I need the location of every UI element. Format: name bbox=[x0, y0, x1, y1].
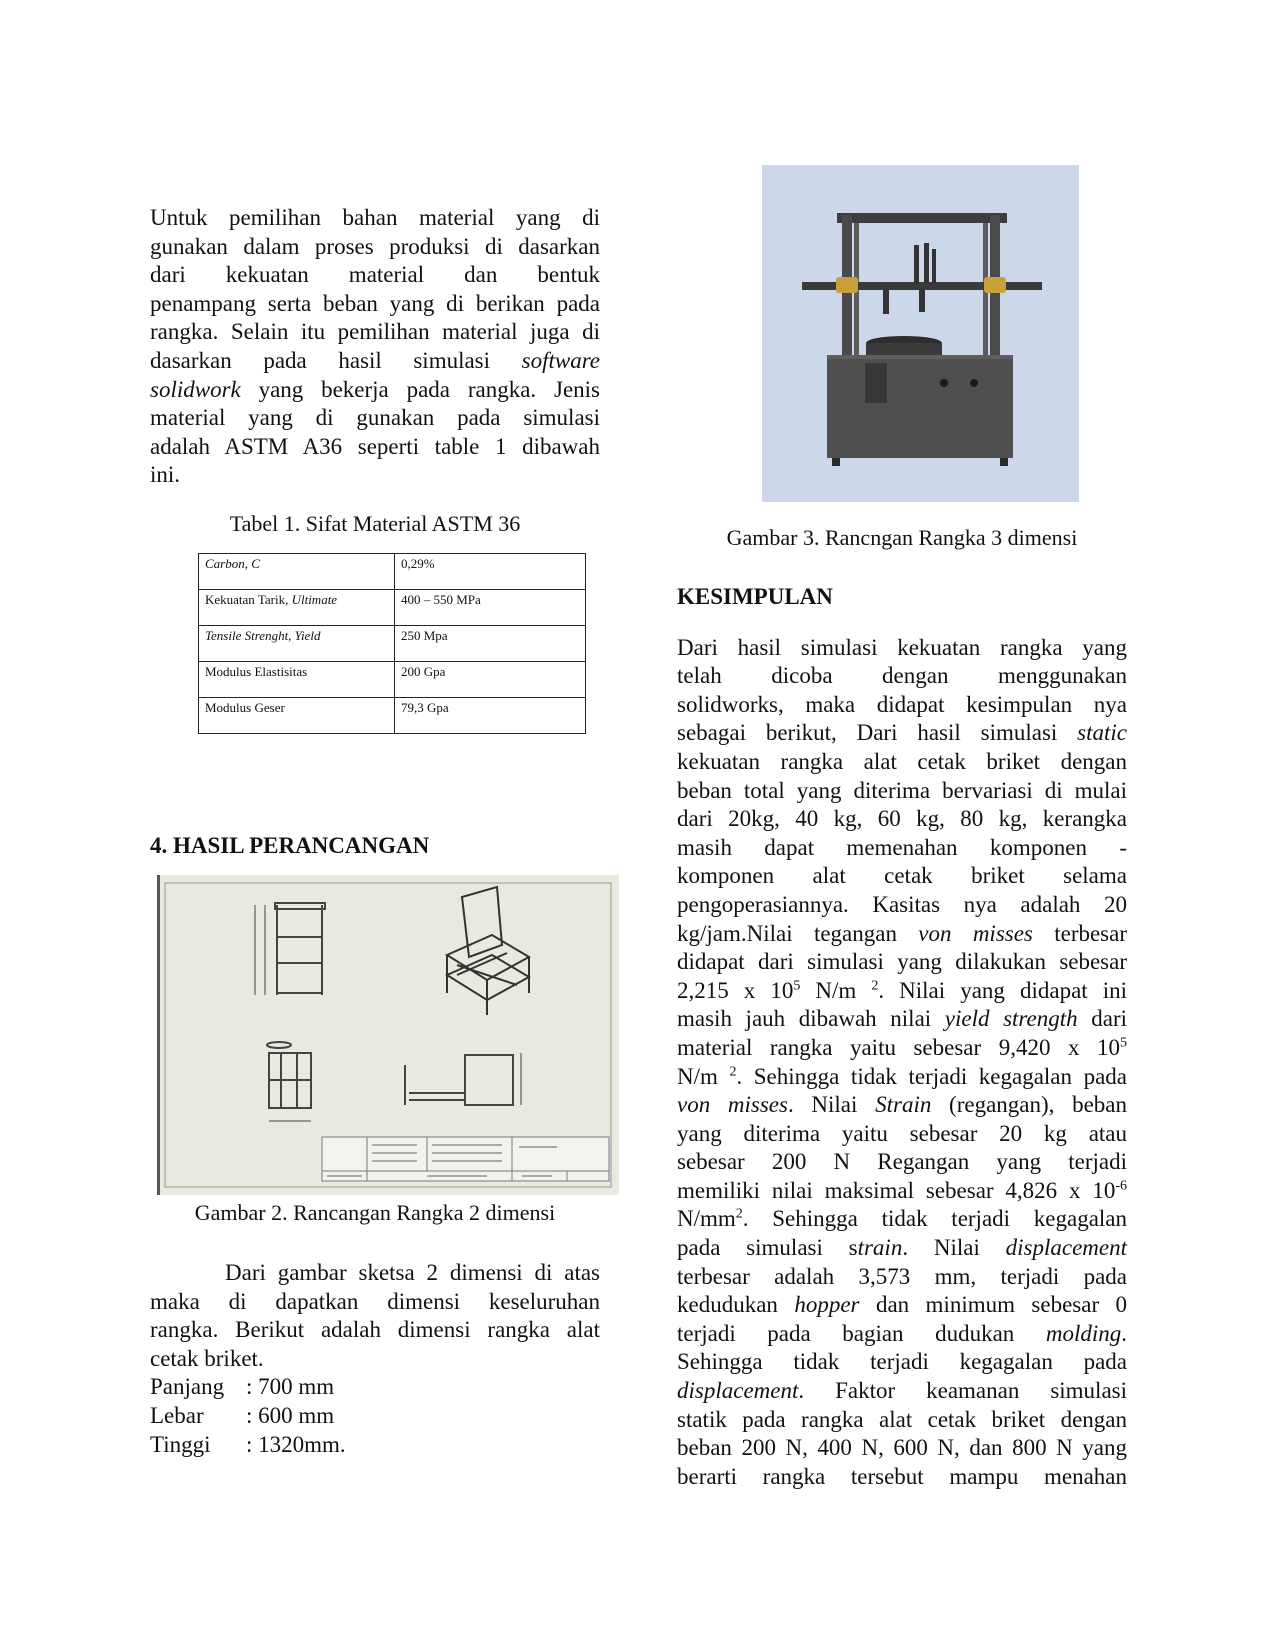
section-heading: KESIMPULAN bbox=[677, 584, 833, 609]
text-span: memiliki nilai maksimal sebesar 4,826 x 10 bbox=[677, 1177, 1116, 1203]
text-span: kedudukan bbox=[677, 1292, 778, 1318]
italic-term: molding bbox=[1045, 1320, 1122, 1346]
superscript: 5 bbox=[793, 978, 801, 994]
text-line: masih dapat memenahan komponen - bbox=[677, 834, 1127, 860]
text-line bbox=[150, 347, 600, 376]
text-line bbox=[677, 1177, 1127, 1206]
table-cell-key bbox=[199, 589, 395, 625]
italic-term: displacement bbox=[1005, 1235, 1127, 1261]
text-line: solidworks, maka didapat kesimpulan nya bbox=[677, 691, 1127, 717]
text-line bbox=[677, 719, 1127, 748]
text-line: adalah ASTM A36 seperti table 1 dibawah bbox=[150, 433, 600, 459]
dimension-value: : 1320mm. bbox=[246, 1431, 346, 1457]
text-span: . Nilai yang didapat ini bbox=[878, 977, 1127, 1003]
table-cell-value: 79,3 Gpa bbox=[395, 697, 586, 733]
text-span: sebagai berikut, Dari hasil simulasi bbox=[677, 720, 1058, 746]
table-row bbox=[199, 589, 586, 625]
text-line: penampang serta beban yang di berikan pada bbox=[150, 290, 600, 316]
text-span: . Sehingga tidak terjadi kegagalan bbox=[742, 1206, 1127, 1232]
text-line bbox=[677, 1320, 1127, 1349]
table-row bbox=[199, 625, 586, 661]
text-span: masih jauh dibawah nilai bbox=[677, 1006, 932, 1032]
title-block bbox=[322, 1137, 609, 1181]
text-line bbox=[677, 1234, 1127, 1263]
figure-3-render bbox=[762, 165, 1079, 502]
material-table bbox=[198, 553, 586, 734]
cell-text-italic: Ultimate bbox=[291, 591, 338, 607]
text-line bbox=[677, 1034, 1127, 1063]
text-line bbox=[677, 1291, 1127, 1320]
table-cell-key bbox=[199, 625, 395, 661]
text-line bbox=[677, 1377, 1127, 1406]
text-span bbox=[677, 1178, 1127, 1203]
text-span: kg/jam.Nilai tegangan bbox=[677, 920, 897, 946]
dimension-label: Tinggi bbox=[150, 1431, 211, 1457]
italic-term: software bbox=[521, 347, 601, 373]
text-line: material yang di gunakan pada simulasi bbox=[150, 405, 600, 431]
text-line: didapat dari simulasi yang dilakukan sebesar bbox=[677, 949, 1127, 975]
text-span bbox=[677, 1206, 1127, 1231]
text-span: 2,215 x 10 bbox=[677, 977, 794, 1003]
dimension-value: : 700 mm bbox=[246, 1374, 335, 1400]
table-cell-key: Modulus Geser bbox=[199, 697, 395, 733]
table-cell-value: 400 – 550 MPa bbox=[395, 589, 586, 625]
dimensions-section bbox=[150, 1259, 600, 1459]
text-line: cetak briket. bbox=[150, 1345, 264, 1371]
italic-term: displacement bbox=[677, 1378, 799, 1404]
text-span: . Faktor keamanan simulasi bbox=[798, 1378, 1127, 1404]
text-span: dan minimum sebesar 0 bbox=[875, 1292, 1128, 1318]
intro-paragraph bbox=[150, 204, 600, 490]
italic-term: static bbox=[1077, 720, 1128, 746]
dimension-label: Lebar bbox=[150, 1402, 204, 1428]
right-column bbox=[677, 583, 1127, 1491]
text-line: yang diterima yaitu sebesar 20 kg atau bbox=[677, 1120, 1127, 1146]
text-line: terbesar adalah 3,573 mm, terjadi pada bbox=[677, 1263, 1127, 1289]
dimension-row bbox=[150, 1431, 600, 1460]
text-span: dari bbox=[1091, 1006, 1127, 1032]
text-line bbox=[677, 1063, 1127, 1092]
table-caption: Tabel 1. Sifat Material ASTM 36 bbox=[229, 510, 521, 536]
text-span bbox=[677, 1092, 857, 1117]
text-line: Dari hasil simulasi kekuatan rangka yang bbox=[677, 634, 1127, 660]
text-line: dari kekuatan material dan bentuk bbox=[150, 262, 600, 288]
text-span: terjadi pada bagian dudukan bbox=[677, 1320, 1015, 1346]
text-span: . Sehingga tidak terjadi kegagalan pada bbox=[736, 1063, 1127, 1089]
text-line: kekuatan rangka alat cetak briket dengan bbox=[677, 748, 1127, 774]
text-span: N/m bbox=[800, 977, 872, 1003]
text-span: . Nilai bbox=[902, 1235, 980, 1261]
text-span bbox=[677, 1064, 1127, 1089]
table-cell-key: Modulus Elastisitas bbox=[199, 661, 395, 697]
text-line bbox=[677, 1205, 1127, 1234]
italic-term: train bbox=[857, 1235, 903, 1261]
cell-text: Kekuatan Tarik, bbox=[205, 591, 289, 607]
dimension-label: Panjang bbox=[150, 1374, 225, 1400]
text-span: dasarkan pada hasil simulasi bbox=[150, 347, 491, 373]
text-line: Sehingga tidak terjadi kegagalan pada bbox=[677, 1349, 1127, 1375]
cell-text: Carbon, C bbox=[205, 555, 260, 571]
text-line: statik pada rangka alat cetak briket dengan bbox=[677, 1406, 1127, 1432]
dimension-row bbox=[150, 1402, 600, 1431]
text-span bbox=[677, 1235, 980, 1260]
text-span: pada simulasi s bbox=[677, 1235, 858, 1261]
section-heading: 4. HASIL PERANCANGAN bbox=[150, 832, 430, 858]
text-line: rangka. Berikut adalah dimensi rangka alat bbox=[150, 1317, 600, 1343]
text-line bbox=[677, 920, 1127, 949]
superscript: -6 bbox=[1115, 1178, 1127, 1194]
left-column bbox=[150, 204, 600, 860]
text-line: beban total yang diterima bervariasi di mulai bbox=[677, 777, 1127, 803]
text-span: . bbox=[1121, 1320, 1127, 1346]
italic-term: Strain bbox=[875, 1092, 932, 1118]
dimension-value: : 600 mm bbox=[246, 1402, 335, 1428]
italic-term: yield strength bbox=[944, 1006, 1078, 1032]
text-line: Untuk pemilihan bahan material yang di bbox=[150, 205, 600, 230]
italic-term: von misses bbox=[677, 1092, 788, 1118]
italic-term: von misses bbox=[918, 920, 1033, 946]
text-line: berarti rangka tersebut mampu menahan bbox=[677, 1463, 1127, 1489]
text-line: pengoperasiannya. Kasitas nya adalah 20 bbox=[677, 891, 1127, 917]
text-line bbox=[677, 1091, 1127, 1120]
text-line: maka di dapatkan dimensi keseluruhan bbox=[150, 1288, 600, 1314]
superscript: 2 bbox=[735, 1206, 743, 1222]
dimension-row bbox=[150, 1373, 600, 1402]
text-span: material rangka yaitu sebesar 9,420 x 10 bbox=[677, 1034, 1120, 1060]
superscript: 2 bbox=[729, 1063, 737, 1079]
superscript: 2 bbox=[871, 978, 879, 994]
text-span: (regangan), beban bbox=[949, 1092, 1128, 1118]
text-span bbox=[677, 1378, 1127, 1403]
text-span: . Nilai bbox=[787, 1092, 858, 1118]
text-span: yang bekerja pada rangka. Jenis bbox=[258, 376, 600, 402]
text-span bbox=[677, 1035, 1127, 1060]
cell-text: Tensile Strenght, Yield bbox=[205, 627, 321, 643]
text-span: N/m bbox=[677, 1063, 730, 1089]
table-row bbox=[199, 553, 586, 589]
table-cell-key bbox=[199, 553, 395, 589]
text-line bbox=[150, 376, 600, 405]
text-line bbox=[677, 977, 1127, 1006]
text-line: beban 200 N, 400 N, 600 N, dan 800 N yang bbox=[677, 1435, 1127, 1461]
text-line: telah dicoba dengan menggunakan bbox=[677, 663, 1127, 689]
table-row bbox=[199, 661, 586, 697]
text-line: komponen alat cetak briket selama bbox=[677, 863, 1127, 889]
table-cell-value: 250 Mpa bbox=[395, 625, 586, 661]
text-span bbox=[677, 978, 1127, 1003]
table-cell-value: 0,29% bbox=[395, 553, 586, 589]
text-line: Dari gambar sketsa 2 dimensi di atas bbox=[225, 1260, 600, 1285]
figure-2-drawing bbox=[157, 875, 619, 1195]
superscript: 5 bbox=[1120, 1035, 1127, 1051]
text-line: sebesar 200 N Regangan yang terjadi bbox=[677, 1149, 1127, 1175]
italic-term: hopper bbox=[794, 1292, 860, 1318]
conclusion-paragraph bbox=[677, 634, 1127, 1492]
text-line: rangka. Selain itu pemilihan material juga di bbox=[150, 319, 600, 345]
text-span: N/mm bbox=[677, 1206, 736, 1232]
text-line: ini. bbox=[150, 462, 181, 488]
text-line: dari 20kg, 40 kg, 60 kg, 80 kg, kerangka bbox=[677, 806, 1127, 832]
text-line bbox=[677, 1005, 1127, 1034]
text-span bbox=[1046, 1321, 1127, 1346]
figure-2-caption: Gambar 2. Rancangan Rangka 2 dimensi bbox=[194, 1200, 556, 1225]
table-cell-value: 200 Gpa bbox=[395, 661, 586, 697]
text-line: gunakan dalam proses produksi di dasarkan bbox=[150, 233, 600, 259]
text-span: terbesar bbox=[1054, 920, 1128, 946]
italic-term: solidwork bbox=[150, 376, 241, 402]
table-row bbox=[199, 697, 586, 733]
figure-3-caption: Gambar 3. Rancngan Rangka 3 dimensi bbox=[726, 525, 1078, 550]
